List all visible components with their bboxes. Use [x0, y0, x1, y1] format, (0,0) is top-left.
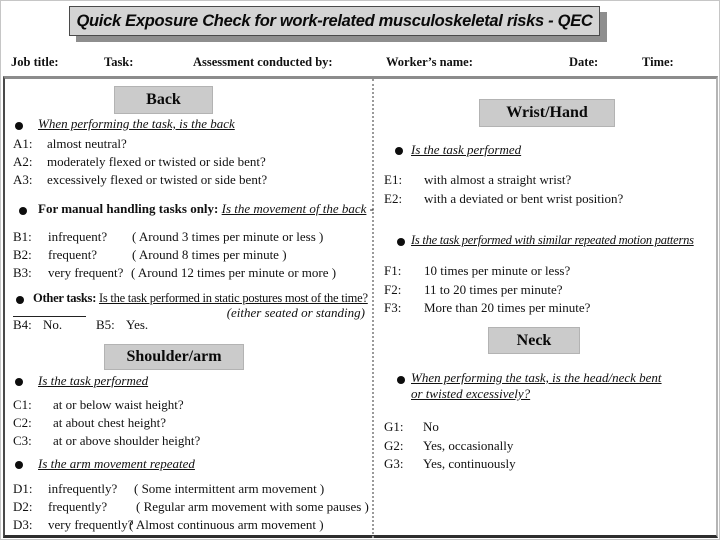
item-code: D1: [13, 481, 33, 496]
item-text: excessively flexed or twisted or side bent? [47, 172, 268, 187]
item-code: D3: [13, 517, 33, 532]
item-text: very frequently? [48, 517, 134, 532]
item-code: F3: [384, 300, 402, 315]
header-label-task: Task: [104, 55, 134, 69]
item-text: Yes. [126, 317, 149, 332]
item-text: More than 20 times per minute? [424, 300, 591, 315]
item-text: with a deviated or bent wrist position? [424, 191, 624, 206]
slide-title: Quick Exposure Check for work-related musculoskeletal risks - QEC [76, 11, 593, 30]
item-code: B3: [13, 265, 32, 280]
item-note: ( Some intermittent arm movement ) [134, 481, 325, 496]
item-code: F1: [384, 263, 402, 278]
item-text: at about chest height? [53, 415, 166, 430]
item-note: ( Around 8 times per minute ) [132, 247, 287, 262]
bullet-icon [395, 147, 403, 155]
back-q1-question: When performing the task, is the back [38, 116, 235, 131]
back-q3-note: (either seated or standing) [226, 305, 365, 320]
item-code: A2: [13, 154, 33, 169]
item-note: ( Around 12 times per minute or more ) [131, 265, 337, 280]
slide-title-bar [69, 6, 600, 36]
section-header-neck-label: Neck [516, 331, 552, 349]
item-code: D2: [13, 499, 33, 514]
header-label-worker-name: Worker’s name: [386, 55, 473, 69]
item-note: ( Regular arm movement with some pauses ) [136, 499, 369, 514]
item-code: G1: [384, 419, 404, 434]
header-label-date: Date: [569, 55, 599, 69]
back-q2-lead: For manual handling tasks only [38, 201, 215, 216]
wrist-q1-question: Is the task performed [411, 142, 522, 157]
back-q2-colon: : [214, 201, 222, 216]
item-text: infrequently? [48, 481, 118, 496]
item-text: frequent? [48, 247, 98, 262]
item-text: moderately flexed or twisted or side bent? [47, 154, 266, 169]
item-text: with almost a straight wrist? [424, 172, 572, 187]
bullet-icon [15, 122, 23, 130]
section-header-wrist-label: Wrist/Hand [506, 104, 588, 121]
back-q2-suffix: - [366, 201, 374, 216]
item-note: ( Almost continuous arm movement ) [129, 517, 324, 532]
item-code: B5: [96, 317, 115, 332]
item-code: G3: [384, 456, 404, 471]
item-code: C1: [13, 397, 32, 412]
back-q2-question-text: Is the movement of the back [221, 201, 367, 216]
column-divider [372, 79, 374, 538]
item-code: A3: [13, 172, 33, 187]
section-header-shoulder [104, 344, 244, 370]
item-text: Yes, continuously [423, 456, 516, 471]
section-header-shoulder-label: Shoulder/arm [126, 348, 222, 365]
item-code: B1: [13, 229, 32, 244]
back-q3-colon: : [92, 291, 99, 305]
neck-q1-question-line2: or twisted excessively? [411, 386, 531, 401]
shoulder-q2-question: Is the arm movement repeated [38, 456, 195, 471]
bullet-icon [15, 461, 23, 469]
item-text: at or below waist height? [53, 397, 184, 412]
header-label-job-title: Job title: [11, 55, 59, 69]
bullet-icon [19, 207, 27, 215]
item-code: A1: [13, 136, 33, 151]
back-q3-question-text: Is the task performed in static postures most of the time [98, 291, 363, 305]
item-text: No [423, 419, 439, 434]
section-header-wrist [479, 99, 615, 127]
item-code: C2: [13, 415, 32, 430]
bullet-icon [15, 378, 23, 386]
item-text: frequently? [48, 499, 108, 514]
bullet-icon [397, 376, 405, 384]
header-label-time: Time: [642, 55, 674, 69]
item-text: very frequent? [48, 265, 124, 280]
item-text: almost neutral? [47, 136, 127, 151]
bullet-icon [16, 296, 24, 304]
item-text: infrequent? [48, 229, 108, 244]
section-header-back [114, 86, 213, 114]
item-code: C3: [13, 433, 32, 448]
item-code: G2: [384, 438, 404, 453]
item-code: B2: [13, 247, 32, 262]
item-note: ( Around 3 times per minute or less ) [132, 229, 324, 244]
item-text: 11 to 20 times per minute? [424, 282, 563, 297]
item-code: E2: [384, 191, 403, 206]
section-header-back-label: Back [146, 91, 181, 108]
back-q3-question [33, 291, 368, 306]
wrist-q2-question: Is the task performed with similar repeated motion patterns [411, 233, 694, 247]
item-text: at or above shoulder height? [53, 433, 201, 448]
shoulder-q1-question: Is the task performed [38, 373, 149, 388]
bullet-icon [397, 238, 405, 246]
item-code: F2: [384, 282, 402, 297]
item-text: No. [43, 317, 63, 332]
item-code: B4: [13, 317, 32, 332]
back-q3-suffix: ? [362, 291, 368, 305]
header-label-assessment: Assessment conducted by: [193, 55, 333, 69]
item-text: 10 times per minute or less? [424, 263, 571, 278]
item-code: E1: [384, 172, 403, 187]
neck-q1-question-line1: When performing the task, is the head/neck bent [411, 370, 662, 385]
section-header-neck [488, 327, 580, 354]
back-q2-question [38, 201, 374, 216]
back-q3-lead: Other tasks [33, 291, 93, 305]
item-text: Yes, occasionally [423, 438, 514, 453]
